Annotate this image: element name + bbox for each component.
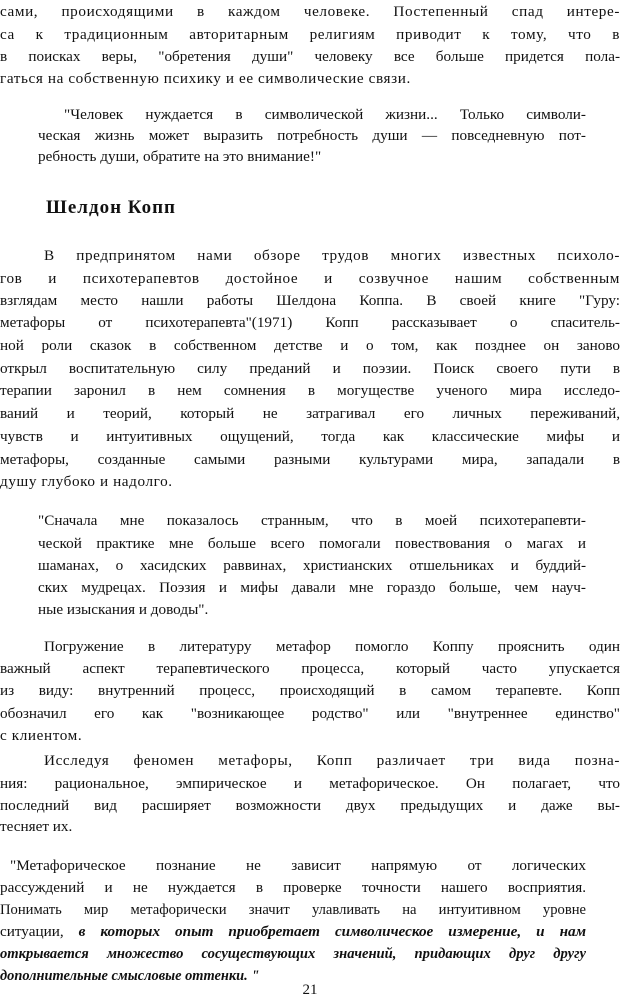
text-line: сами, происходящими в каждом человеке. Постепенный спад интере-: [0, 3, 620, 20]
text-line: чувств и интуитивных ощущений, тогда как классические мифы и: [0, 428, 620, 445]
section-heading: Шелдон Копп: [46, 197, 176, 218]
quote-line: "Человек нуждается в символической жизни... Только символи-: [64, 106, 586, 123]
text-line: взглядам место нашли работы Шелдона Коппа. В своей книге "Гуру:: [0, 292, 620, 309]
text-line: гов и психотерапевтов достойное и созвучное нашим собственным: [0, 270, 620, 287]
quote-text: ситуации,: [0, 923, 64, 940]
quote-line: [0, 922, 586, 942]
text-line: ния: рациональное, эмпирическое и метафорическое. Он полагает, что: [0, 775, 620, 792]
text-line: метафоры от психотерапевта"(1971) Копп рассказывает о спаситель-: [0, 314, 620, 331]
text-line: ной роли сказок в собственном детстве и о том, как позднее он заново: [0, 337, 620, 354]
quote-line: "Метафорическое познание не зависит напрямую от логических: [10, 857, 586, 874]
text-line: метафоры, созданные самыми разными культурами мира, западали в: [0, 451, 620, 468]
text-line: важный аспект терапевтического процесса, который часто упускается: [0, 660, 620, 677]
quote-emphasis-line: дополнительные смысловые оттенки. ": [0, 968, 260, 984]
text-line: са к традиционным авторитарным религиям приводит к тому, что в: [0, 26, 620, 43]
text-line: из виду: внутренний процесс, происходящий в самом терапевте. Копп: [0, 682, 620, 699]
quote-emphasis: в которых опыт приобретает символическое измерение, и нам: [78, 923, 587, 940]
text-line: в поисках веры, "обретения души" человеку все больше придется пола-: [0, 48, 620, 65]
quote-line: ческой практике мне больше всего помогали повествования о магах и: [38, 535, 586, 552]
text-line: с клиентом.: [0, 727, 83, 744]
text-line: тесняет их.: [0, 818, 73, 835]
text-line: гаться на собственную психику и ее символические связи.: [0, 70, 411, 87]
text-line: терапии заронил в нем сомнения в могуществе ученого мира исследо-: [0, 382, 620, 399]
text-line: Погружение в литературу метафор помогло Коппу прояснить один: [44, 638, 620, 655]
quote-line: "Сначала мне показалось странным, что в моей психотерапевти-: [38, 512, 586, 529]
quote-line: ребность души, обратите на это внимание!": [38, 148, 322, 165]
quote-emphasis-line: открывается множество сосуществующих значений, придающих друг другу: [0, 946, 586, 962]
quote-line: шаманах, о хасидских раввинах, христианских отшельниках и буддий-: [38, 557, 586, 574]
text-line: Исследуя феномен метафоры, Копп различает три вида позна-: [44, 752, 620, 769]
text-line: В предпринятом нами обзоре трудов многих известных психоло-: [44, 247, 620, 264]
quote-line: ные изыскания и доводы".: [38, 601, 209, 618]
page-number: 21: [302, 982, 318, 998]
text-line: обозначил его как "возникающее родство" или "внутреннее единство": [0, 705, 620, 722]
text-line: последний вид расширяет возможности двух предыдущих и даже вы-: [0, 797, 620, 814]
quote-line: рассуждений и не нуждается в проверке точности нашего восприятия.: [0, 879, 586, 896]
text-line: открыл воспитательную силу преданий и поэзии. Поиск своего пути в: [0, 360, 620, 377]
quote-line: Понимать мир метафорически значит улавливать на интуитивном уровне: [0, 902, 586, 918]
quote-line: ских мудрецах. Поэзия и мифы давали мне гораздо больше, чем науч-: [38, 579, 586, 596]
quote-line: ческая жизнь может выразить потребность души — повседневную пот-: [38, 127, 586, 144]
text-line: ваний и теорий, который не затрагивал его личных переживаний,: [0, 405, 620, 422]
text-line: душу глубоко и надолго.: [0, 473, 173, 490]
